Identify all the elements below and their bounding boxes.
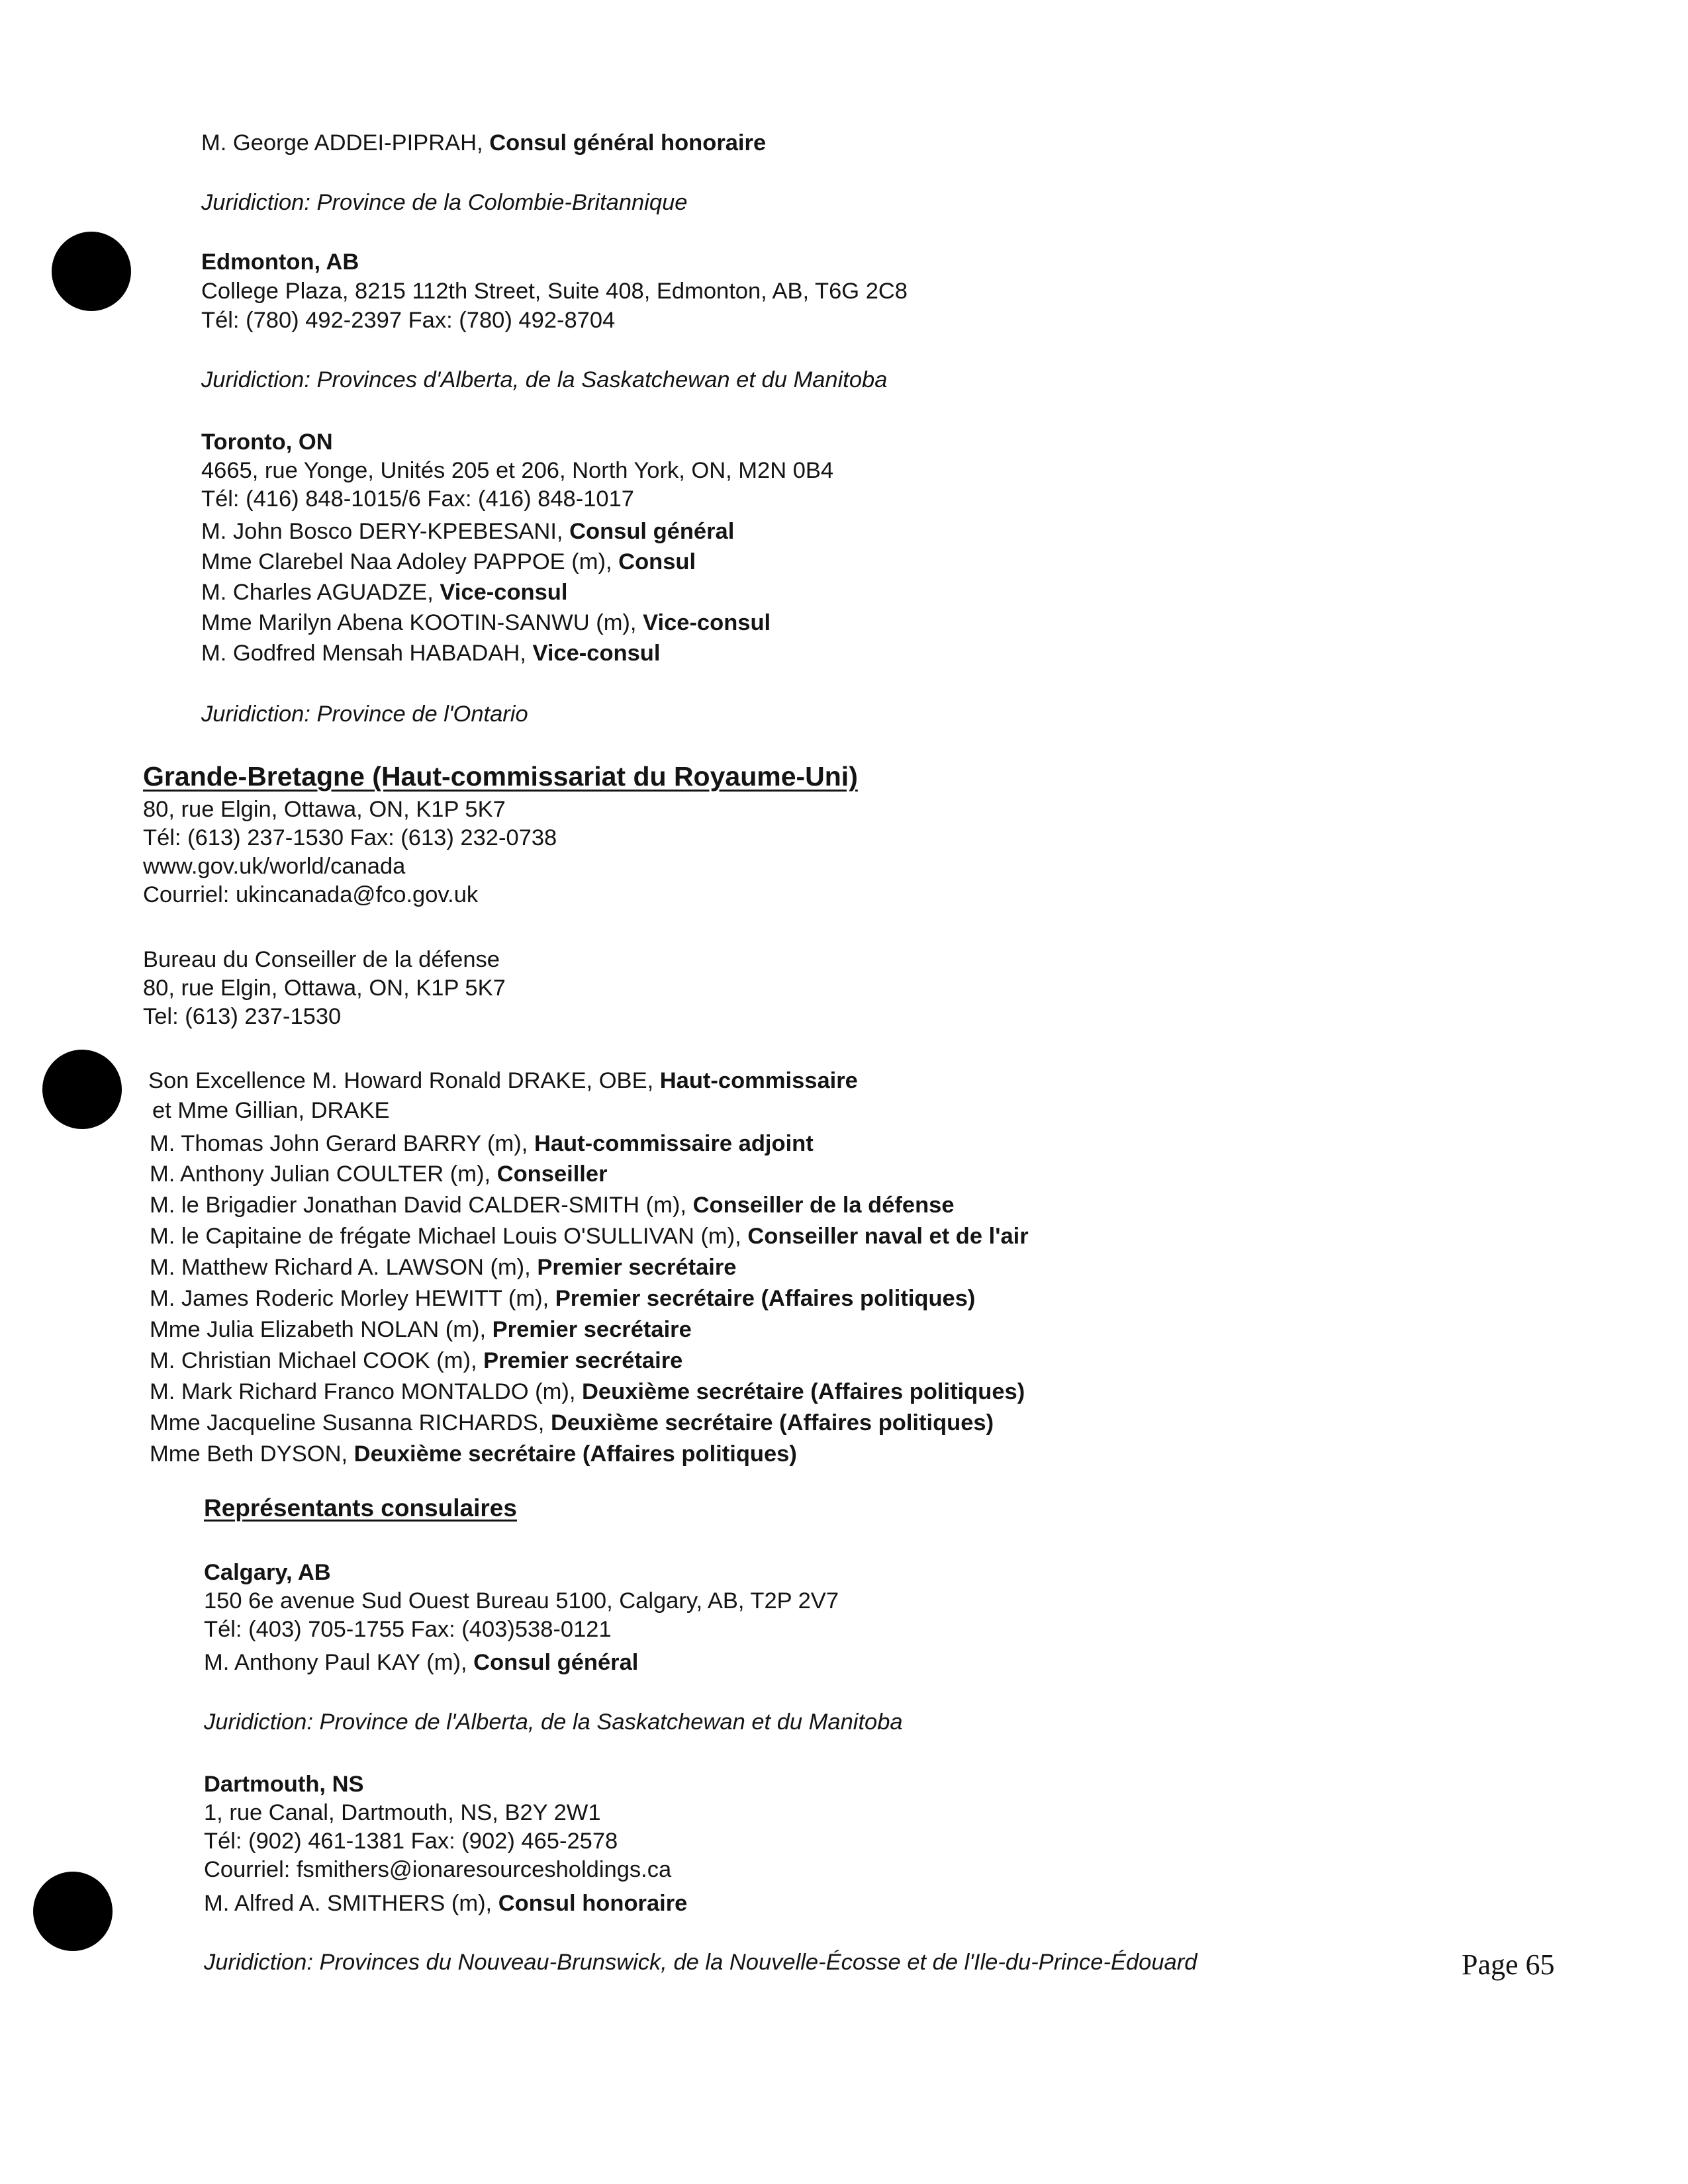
staff-title: Conseiller naval et de l'air xyxy=(747,1224,1029,1249)
staff-line xyxy=(150,1409,994,1437)
jurisdiction-text: Juridiction: Province de l'Ontario xyxy=(201,702,528,727)
phone-fax-text: Tél: (780) 492-2397 Fax: (780) 492-8704 xyxy=(201,308,616,333)
staff-title: Conseiller xyxy=(496,1161,608,1187)
staff-name: M. James Roderic Morley HEWITT (m), xyxy=(150,1286,555,1311)
staff-line xyxy=(150,1130,814,1158)
staff-line xyxy=(201,639,660,667)
city-heading: Toronto, ON xyxy=(201,430,333,455)
jurisdiction-text: Juridiction: Provinces d'Alberta, de la Saskatchewan et du Manitoba xyxy=(201,367,888,392)
staff-name: Mme Beth DYSON, xyxy=(150,1441,354,1467)
person-line xyxy=(201,129,766,157)
staff-title: Deuxième secrétaire (Affaires politiques) xyxy=(582,1379,1025,1404)
person-title: Consul général honoraire xyxy=(489,130,767,156)
jurisdiction-text: Juridiction: Province de l'Alberta, de la Saskatchewan et du Manitoba xyxy=(204,1709,903,1735)
phone-fax-text: Tél: (613) 237-1530 Fax: (613) 232-0738 xyxy=(143,825,557,850)
staff-line xyxy=(150,1253,736,1281)
staff-line xyxy=(201,578,567,606)
address-text: 80, rue Elgin, Ottawa, ON, K1P 5K7 xyxy=(143,976,506,1001)
person-line xyxy=(204,1649,638,1676)
email-text: Courriel: ukincanada@fco.gov.uk xyxy=(143,882,479,907)
staff-title: Haut-commissaire adjoint xyxy=(534,1131,814,1156)
staff-title: Conseiller de la défense xyxy=(692,1193,955,1218)
section-heading: Représentants consulaires xyxy=(204,1494,517,1522)
page-number: Page 65 xyxy=(1462,1948,1555,1981)
staff-name: M. Matthew Richard A. LAWSON (m), xyxy=(150,1255,538,1280)
staff-name: M. Christian Michael COOK (m), xyxy=(150,1348,484,1373)
person-name: M. Anthony Paul KAY (m), xyxy=(204,1650,474,1675)
jurisdiction-text: Juridiction: Province de la Colombie-Britannique xyxy=(201,190,688,215)
staff-title: Vice-consul xyxy=(532,641,661,666)
staff-name: Mme Marilyn Abena KOOTIN-SANWU (m), xyxy=(201,610,643,635)
staff-title: Vice-consul xyxy=(643,610,771,635)
staff-title: Consul xyxy=(618,549,696,574)
staff-title: Premier secrétaire (Affaires politiques) xyxy=(555,1286,976,1311)
staff-line xyxy=(152,1097,390,1124)
staff-name: M. Anthony Julian COULTER (m), xyxy=(150,1161,497,1187)
address-text: 150 6e avenue Sud Ouest Bureau 5100, Calgary, AB, T2P 2V7 xyxy=(204,1588,839,1614)
phone-text: Tel: (613) 237-1530 xyxy=(143,1004,342,1029)
staff-title: Consul général xyxy=(569,519,735,544)
punch-hole-mark xyxy=(33,1872,113,1951)
staff-name: M. le Capitaine de frégate Michael Louis O'SULLIVAN (m), xyxy=(150,1224,748,1249)
phone-fax-text: Tél: (403) 705-1755 Fax: (403)538-0121 xyxy=(204,1617,612,1642)
staff-name: M. John Bosco DERY-KPEBESANI, xyxy=(201,519,570,544)
staff-name: Mme Clarebel Naa Adoley PAPPOE (m), xyxy=(201,549,619,574)
address-text: 1, rue Canal, Dartmouth, NS, B2Y 2W1 xyxy=(204,1800,601,1825)
staff-line xyxy=(150,1378,1025,1406)
punch-hole-mark xyxy=(52,232,131,311)
punch-hole-mark xyxy=(42,1050,122,1129)
city-heading: Dartmouth, NS xyxy=(204,1772,364,1797)
staff-name: M. le Brigadier Jonathan David CALDER-SMITH (m), xyxy=(150,1193,693,1218)
person-name: M. George ADDEI-PIPRAH, xyxy=(201,130,490,156)
staff-title: Vice-consul xyxy=(440,580,568,605)
staff-line xyxy=(201,548,696,576)
phone-fax-text: Tél: (416) 848-1015/6 Fax: (416) 848-1017 xyxy=(201,486,634,512)
person-name: M. Alfred A. SMITHERS (m), xyxy=(204,1891,498,1916)
staff-line xyxy=(150,1440,797,1468)
staff-name: Son Excellence M. Howard Ronald DRAKE, OBE, xyxy=(148,1068,660,1093)
office-name: Bureau du Conseiller de la défense xyxy=(143,947,500,972)
staff-line xyxy=(201,609,771,637)
staff-name: M. Thomas John Gerard BARRY (m), xyxy=(150,1131,534,1156)
staff-line xyxy=(150,1316,692,1343)
staff-line xyxy=(201,518,734,545)
staff-name: et Mme Gillian, DRAKE xyxy=(152,1098,390,1123)
website-text: www.gov.uk/world/canada xyxy=(143,854,406,879)
jurisdiction-text: Juridiction: Provinces du Nouveau-Brunswick, de la Nouvelle-Écosse et de l'Ile-du-Prince-Édouard xyxy=(204,1950,1197,1975)
staff-line xyxy=(150,1285,975,1312)
city-heading: Calgary, AB xyxy=(204,1560,331,1585)
city-heading: Edmonton, AB xyxy=(201,250,359,275)
staff-title: Premier secrétaire xyxy=(483,1348,683,1373)
staff-title: Deuxième secrétaire (Affaires politiques) xyxy=(550,1410,994,1435)
staff-title: Haut-commissaire xyxy=(659,1068,858,1093)
address-text: 80, rue Elgin, Ottawa, ON, K1P 5K7 xyxy=(143,797,506,822)
staff-line xyxy=(150,1160,608,1188)
country-heading: Grande-Bretagne (Haut-commissariat du Royaume-Uni) xyxy=(143,761,858,792)
staff-line xyxy=(150,1347,682,1375)
staff-name: Mme Jacqueline Susanna RICHARDS, xyxy=(150,1410,551,1435)
address-text: 4665, rue Yonge, Unités 205 et 206, North York, ON, M2N 0B4 xyxy=(201,458,834,483)
staff-line xyxy=(150,1191,955,1219)
staff-line xyxy=(148,1067,858,1095)
staff-title: Premier secrétaire xyxy=(492,1317,692,1342)
staff-name: M. Godfred Mensah HABADAH, xyxy=(201,641,533,666)
staff-title: Premier secrétaire xyxy=(537,1255,737,1280)
staff-title: Deuxième secrétaire (Affaires politiques) xyxy=(353,1441,797,1467)
staff-name: Mme Julia Elizabeth NOLAN (m), xyxy=(150,1317,492,1342)
email-text: Courriel: fsmithers@ionaresourcesholdings.ca xyxy=(204,1857,672,1882)
staff-name: M. Mark Richard Franco MONTALDO (m), xyxy=(150,1379,583,1404)
person-line xyxy=(204,1889,687,1917)
person-title: Consul honoraire xyxy=(498,1891,688,1916)
address-text: College Plaza, 8215 112th Street, Suite 408, Edmonton, AB, T6G 2C8 xyxy=(201,279,908,304)
staff-line xyxy=(150,1222,1029,1250)
phone-fax-text: Tél: (902) 461-1381 Fax: (902) 465-2578 xyxy=(204,1829,618,1854)
person-title: Consul général xyxy=(473,1650,639,1675)
staff-name: M. Charles AGUADZE, xyxy=(201,580,440,605)
